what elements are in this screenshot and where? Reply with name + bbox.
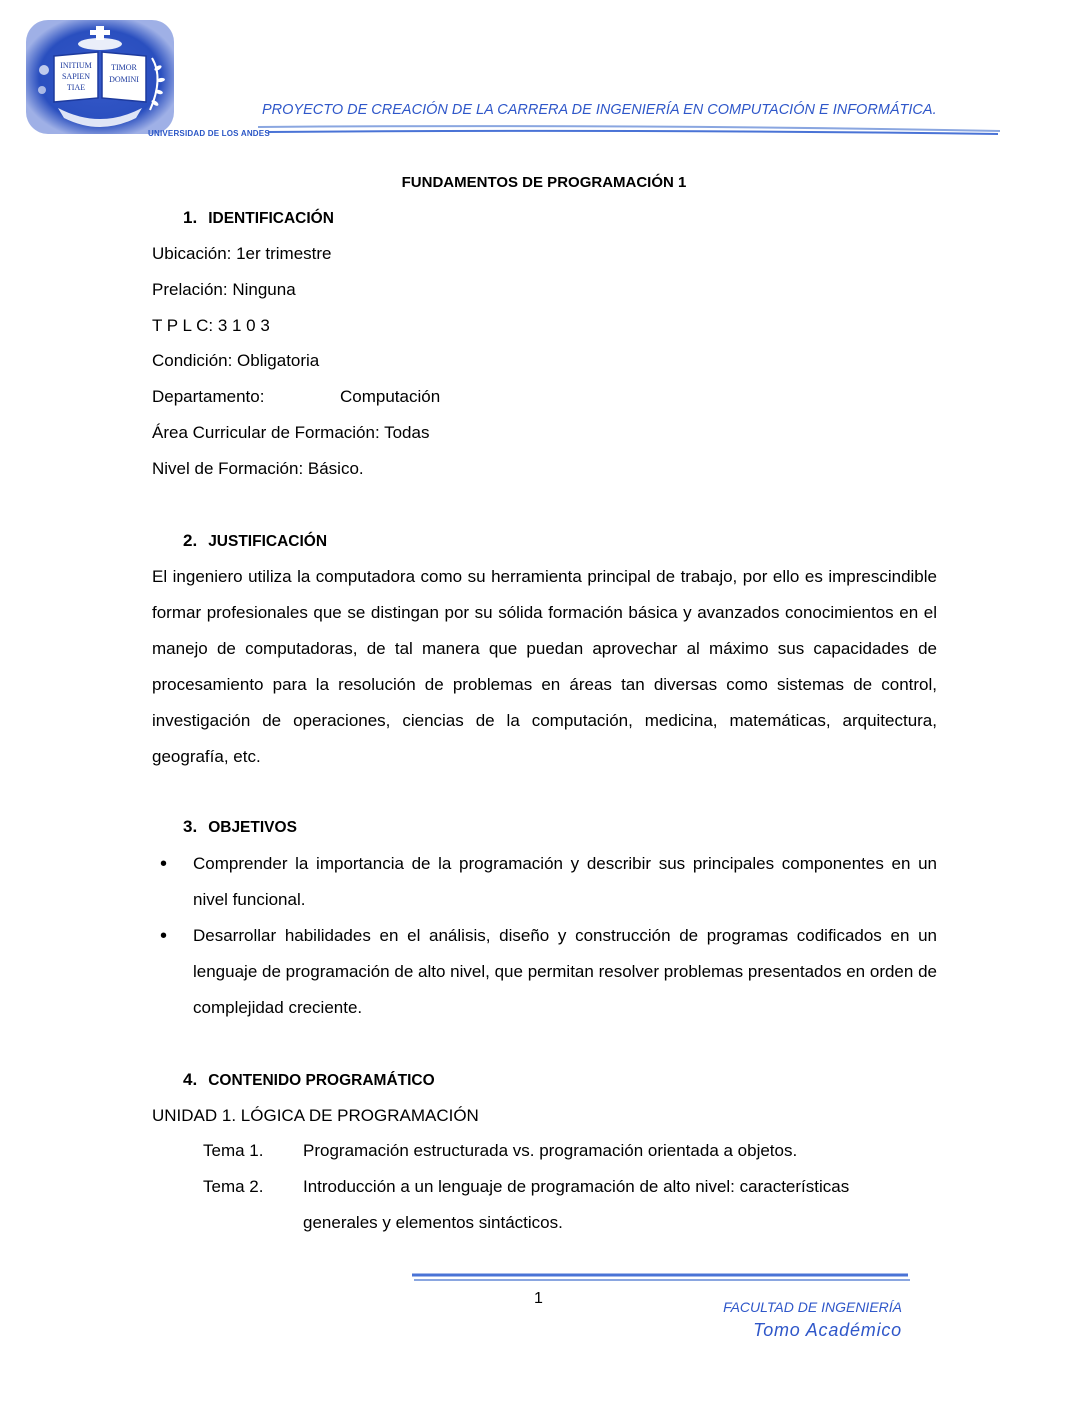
tplc-text: T P L C: 3 1 0 3	[152, 316, 270, 335]
seal-text-left-1: INITIUM	[60, 61, 92, 70]
section-heading-identification	[183, 208, 334, 228]
objective-item: Desarrollar habilidades en el análisis, diseño y construcción de programas codificados en un lenguaje de programación de alto nivel, que permitan resolver problemas presentados en orden de complejidad creciente.	[193, 926, 937, 1017]
seal-text-right-1: TIMOR	[111, 63, 137, 72]
section-title: IDENTIFICACIÓN	[208, 210, 334, 227]
bullet-icon: •	[160, 853, 168, 875]
faculty-name: FACULTAD DE INGENIERÍA	[723, 1299, 902, 1315]
prelacion-text: Prelación: Ninguna	[152, 280, 296, 299]
condicion-text: Condición: Obligatoria	[152, 351, 320, 370]
seal-text-left-3: TIAE	[66, 83, 86, 92]
project-title: PROYECTO DE CREACIÓN DE LA CARRERA DE INGENIERÍA EN COMPUTACIÓN E INFORMÁTICA.	[262, 102, 937, 118]
section-number: 1.	[183, 208, 198, 227]
footer-divider	[412, 1272, 912, 1284]
university-name: UNIVERSIDAD DE LOS ANDES	[148, 129, 270, 138]
topic-text: Programación estructurada vs. programación orientada a objetos.	[303, 1141, 798, 1160]
bullet-icon: •	[160, 925, 168, 947]
section-heading-objectives	[183, 817, 297, 837]
section-title: OBJETIVOS	[208, 819, 297, 836]
topic-label: Tema 1.	[203, 1141, 264, 1160]
justification-paragraph: El ingeniero utiliza la computadora como su herramienta principal de trabajo, por ello es imprescindible formar profesionales que se distingan por su sólida formación básica y avanzados conocimientos en el manejo de computadoras, de tal manera que puedan aprovechar al máximo sus capacidades de procesamiento para la resolución de problemas en áreas tan diversas como sistemas de control, investigación de operaciones, ciencias de la computación, medicina, matemáticas, arquitectura, geografía, etc.	[152, 567, 937, 766]
departamento-value: Computación	[340, 387, 441, 406]
section-heading-content	[183, 1070, 435, 1090]
section-title: JUSTIFICACIÓN	[208, 533, 328, 550]
section-number: 3.	[183, 817, 198, 836]
topic-label: Tema 2.	[203, 1177, 264, 1196]
objective-item: Comprender la importancia de la programación y describir sus principales componentes en un nivel funcional.	[193, 854, 937, 909]
nivel-text: Nivel de Formación: Básico.	[152, 459, 364, 478]
section-number: 2.	[183, 531, 198, 550]
page-number: 1	[534, 1290, 543, 1307]
university-logo	[24, 18, 176, 136]
section-heading-justification	[183, 531, 327, 551]
ubicacion-text: Ubicación: 1er trimestre	[152, 244, 332, 263]
area-text: Área Curricular de Formación: Todas	[152, 423, 430, 442]
departamento-label: Departamento:	[152, 387, 265, 406]
page-title: FUNDAMENTOS DE PROGRAMACIÓN 1	[401, 174, 687, 191]
header-divider	[258, 122, 1000, 136]
section-number: 4.	[183, 1070, 198, 1089]
unit-title: UNIDAD 1. LÓGICA DE PROGRAMACIÓN	[152, 1106, 479, 1125]
university-seal-icon	[24, 18, 176, 136]
tomo-academico: Tomo Académico	[753, 1320, 902, 1340]
seal-text-right-2: DOMINI	[109, 75, 139, 84]
topic-text: Introducción a un lenguaje de programación de alto nivel: características generales y elementos sintácticos.	[303, 1177, 850, 1232]
seal-text-left-2: SAPIEN	[61, 72, 91, 81]
section-title: CONTENIDO PROGRAMÁTICO	[208, 1072, 435, 1089]
